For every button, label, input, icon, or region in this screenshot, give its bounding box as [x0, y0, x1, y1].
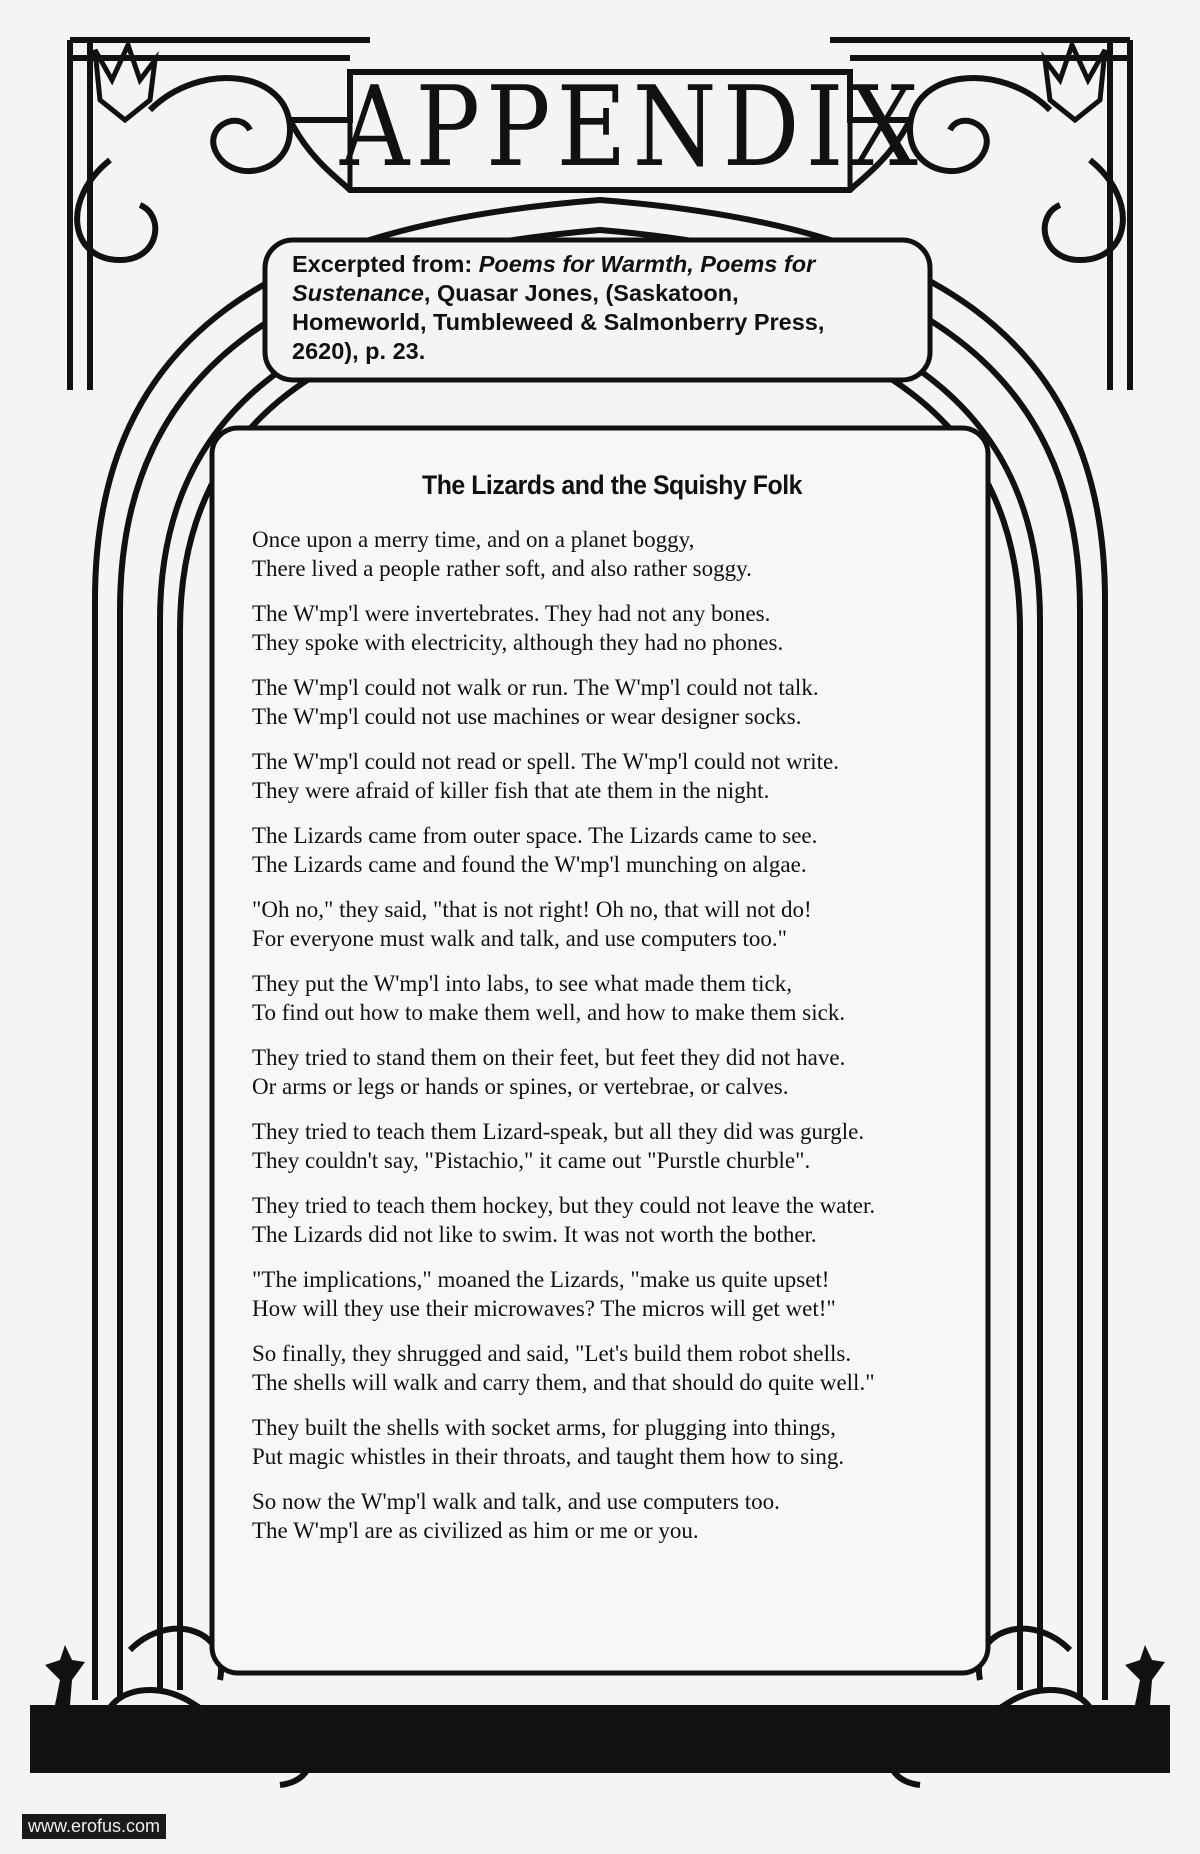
poem-line: "The implications," moaned the Lizards, "make us quite upset! — [252, 1267, 830, 1292]
poem-line: They were afraid of killer fish that ate them in the night. — [252, 778, 770, 803]
stanza — [252, 1265, 972, 1323]
citation-page: 2620), p. 23. — [292, 338, 426, 364]
stanza — [252, 673, 972, 731]
poem-line: There lived a people rather soft, and also rather soggy. — [252, 556, 752, 581]
poem-line: They tried to teach them hockey, but they could not leave the water. — [252, 1193, 876, 1218]
stanza — [252, 1117, 972, 1175]
stanza — [252, 599, 972, 657]
poem-line: The W'mp'l were invertebrates. They had not any bones. — [252, 601, 771, 626]
poem — [252, 470, 972, 1561]
stanza — [252, 1413, 972, 1471]
ground-bar — [30, 1705, 1170, 1773]
poem-line: They tried to stand them on their feet, but feet they did not have. — [252, 1045, 846, 1070]
poem-line: They spoke with electricity, although they had no phones. — [252, 630, 784, 655]
plant-left — [45, 1645, 85, 1705]
stanza — [252, 969, 972, 1027]
poem-line: For everyone must walk and talk, and use computers too." — [252, 926, 788, 951]
poem-line: The W'mp'l are as civilized as him or me or you. — [252, 1518, 699, 1543]
poem-line: To find out how to make them well, and how to make them sick. — [252, 1000, 846, 1025]
stanza — [252, 747, 972, 805]
citation-prefix: Excerpted from: — [292, 251, 479, 277]
citation — [292, 250, 902, 366]
poem-line: Put magic whistles in their throats, and taught them how to sing. — [252, 1444, 845, 1469]
poem-line: Once upon a merry time, and on a planet boggy, — [252, 527, 695, 552]
poem-line: The Lizards did not like to swim. It was not worth the bother. — [252, 1222, 817, 1247]
poem-line: How will they use their microwaves? The micros will get wet!" — [252, 1296, 836, 1321]
poem-line: They built the shells with socket arms, for plugging into things, — [252, 1415, 836, 1440]
poem-line: The W'mp'l could not read or spell. The W'mp'l could not write. — [252, 749, 839, 774]
citation-publisher: Homeworld, Tumbleweed & Salmonberry Press, — [292, 309, 825, 335]
stanza — [252, 1487, 972, 1545]
poem-line: "Oh no," they said, "that is not right! Oh no, that will not do! — [252, 897, 812, 922]
citation-book-title-2: Sustenance — [292, 280, 424, 306]
poem-title: The Lizards and the Squishy Folk — [421, 470, 803, 500]
stanza — [252, 525, 972, 583]
poem-line: So finally, they shrugged and said, "Let's build them robot shells. — [252, 1341, 852, 1366]
poem-line: The shells will walk and carry them, and that should do quite well." — [252, 1370, 875, 1395]
poem-line: The Lizards came from outer space. The Lizards came to see. — [252, 823, 818, 848]
stanza — [252, 895, 972, 953]
poem-line: They tried to teach them Lizard-speak, but all they did was gurgle. — [252, 1119, 865, 1144]
stanza — [252, 1191, 972, 1249]
plant-right — [1125, 1645, 1165, 1705]
poem-line: The W'mp'l could not walk or run. The W'mp'l could not talk. — [252, 675, 819, 700]
page-title: APPENDIX — [340, 62, 924, 192]
poem-line: They put the W'mp'l into labs, to see what made them tick, — [252, 971, 792, 996]
poem-line: Or arms or legs or hands or spines, or vertebrae, or calves. — [252, 1074, 789, 1099]
stanza — [252, 1339, 972, 1397]
watermark-link[interactable]: www.erofus.com — [22, 1814, 166, 1839]
stanza — [252, 821, 972, 879]
citation-author: , Quasar Jones, (Saskatoon, — [423, 280, 739, 306]
poem-line: So now the W'mp'l walk and talk, and use computers too. — [252, 1489, 780, 1514]
poem-body — [252, 525, 972, 1545]
poem-line: They couldn't say, "Pistachio," it came out "Purstle churble". — [252, 1148, 811, 1173]
poem-line: The W'mp'l could not use machines or wear designer socks. — [252, 704, 802, 729]
poem-line: The Lizards came and found the W'mp'l munching on algae. — [252, 852, 807, 877]
citation-book-title-1: Poems for Warmth, Poems for — [478, 251, 816, 277]
stanza — [252, 1043, 972, 1101]
